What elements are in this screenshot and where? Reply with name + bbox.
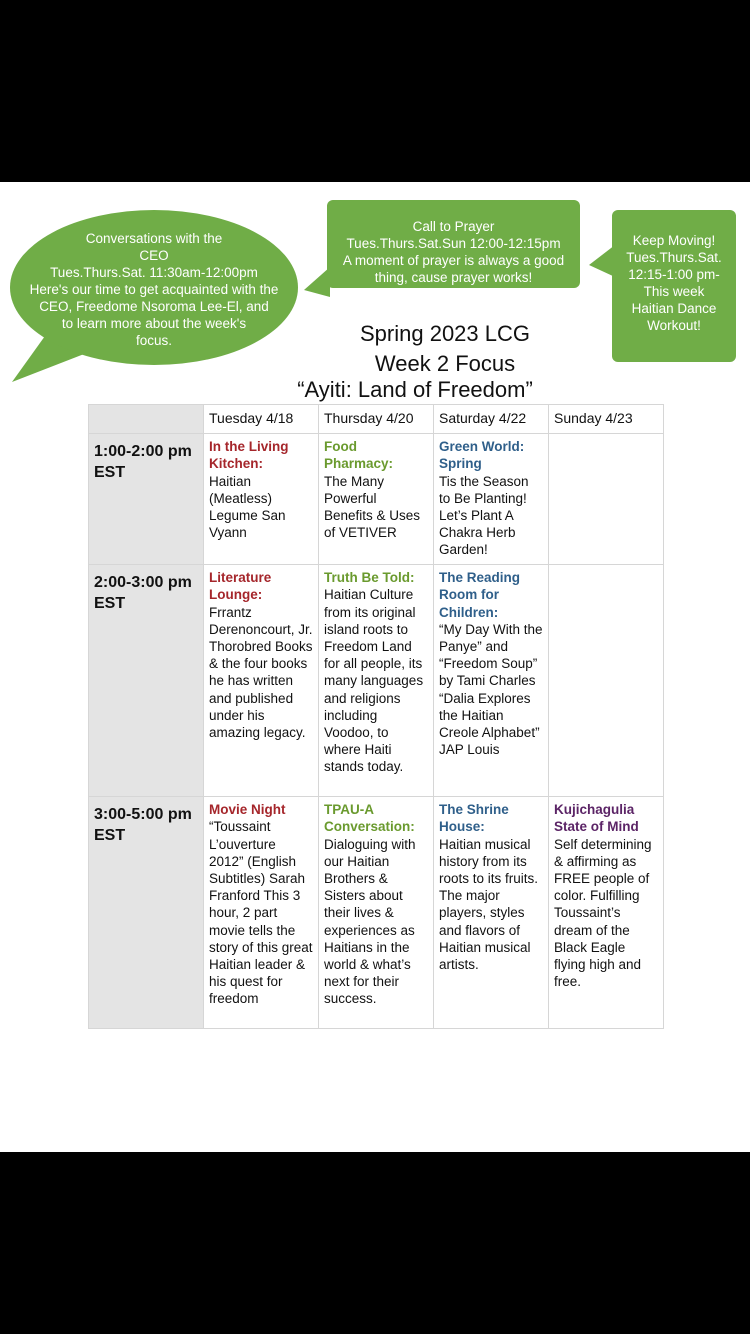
session-title: Food Pharmacy: bbox=[324, 439, 394, 472]
ceo-bubble-line: Here's our time to get acquainted with the bbox=[29, 282, 279, 297]
session-cell bbox=[434, 434, 549, 565]
ceo-bubble-line: CEO, Freedome Nsoroma Lee-El, and bbox=[39, 299, 269, 314]
session-description: “Toussaint L’ouverture 2012” (English Subtitles) Sarah Franford This 3 hour, 2 part movie tells the story of this great Haitian leader & his quest for freedom bbox=[209, 819, 313, 1007]
session-cell bbox=[204, 797, 319, 1029]
schedule-table bbox=[88, 404, 664, 1029]
session-cell bbox=[319, 565, 434, 797]
day-header: Thursday 4/20 bbox=[319, 405, 434, 434]
session-title: Kujichagulia State of Mind bbox=[554, 802, 639, 835]
flyer-title: Spring 2023 LCG bbox=[360, 321, 530, 346]
session-cell bbox=[204, 565, 319, 797]
ceo-bubble-line: Conversations with the bbox=[85, 231, 223, 246]
day-header: Saturday 4/22 bbox=[434, 405, 549, 434]
session-description: “My Day With the Panye” and “Freedom Soup” by Tami Charles “Dalia Explores the Haitian Creole Alphabet” JAP Louis bbox=[439, 621, 543, 758]
flyer-week-focus: Week 2 Focus bbox=[374, 351, 516, 376]
prayer-bubble-line: A moment of prayer is always a good bbox=[342, 253, 565, 268]
session-title: The Reading Room for Children: bbox=[439, 570, 521, 620]
moving-bubble-line: 12:15-1:00 pm- bbox=[628, 267, 720, 282]
session-title: Movie Night bbox=[209, 802, 286, 818]
prayer-bubble-line: Tues.Thurs.Sat.Sun 12:00-12:15pm bbox=[346, 236, 561, 251]
session-cell bbox=[549, 797, 664, 1029]
session-cell bbox=[319, 434, 434, 565]
session-cell bbox=[319, 797, 434, 1029]
session-description: Haitian musical history from its roots to its fruits. The major players, styles and flavors of Haitian musical artists. bbox=[439, 836, 539, 973]
moving-bubble-line: Haitian Dance bbox=[631, 301, 717, 316]
session-cell bbox=[434, 565, 549, 797]
prayer-bubble-line: Call to Prayer bbox=[412, 219, 495, 234]
session-title: The Shrine House: bbox=[439, 802, 509, 835]
session-title: Green World: Spring bbox=[439, 439, 525, 472]
schedule-row bbox=[89, 434, 664, 565]
session-title: In the Living Kitchen: bbox=[209, 439, 289, 472]
session-title: Truth Be Told: bbox=[324, 570, 415, 586]
header-corner bbox=[89, 405, 204, 434]
ceo-bubble-line: to learn more about the week's bbox=[61, 316, 247, 331]
session-title: TPAU-A Conversation: bbox=[324, 802, 415, 835]
time-slot: 3:00-5:00 pm EST bbox=[89, 797, 204, 1029]
session-cell bbox=[434, 797, 549, 1029]
ceo-conversation-bubble bbox=[10, 210, 298, 365]
ceo-bubble-line: focus. bbox=[135, 333, 173, 348]
time-slot: 1:00-2:00 pm EST bbox=[89, 434, 204, 565]
schedule-row bbox=[89, 565, 664, 797]
prayer-bubble-line: thing, cause prayer works! bbox=[374, 270, 533, 285]
call-to-prayer-bubble bbox=[327, 200, 580, 288]
moving-bubble-line: Workout! bbox=[647, 318, 701, 333]
session-description: Self determining & affirming as FREE people of color. Fulfilling Toussaint’s dream of the Black Eagle flying high and free. bbox=[554, 836, 652, 990]
session-description: Haitian (Meatless) Legume San Vyann bbox=[209, 473, 286, 541]
moving-bubble-line: Tues.Thurs.Sat. bbox=[626, 250, 722, 265]
flyer-sheet bbox=[0, 182, 750, 1152]
session-cell bbox=[549, 565, 664, 797]
ceo-bubble-line: Tues.Thurs.Sat. 11:30am-12:00pm bbox=[50, 265, 258, 280]
ceo-bubble-line: CEO bbox=[139, 248, 169, 263]
day-header: Tuesday 4/18 bbox=[204, 405, 319, 434]
session-cell bbox=[549, 434, 664, 565]
moving-bubble-line: This week bbox=[643, 284, 705, 299]
session-title: Literature Lounge: bbox=[209, 570, 272, 603]
time-slot: 2:00-3:00 pm EST bbox=[89, 565, 204, 797]
flyer-theme: “Ayiti: Land of Freedom” bbox=[297, 377, 533, 402]
schedule-header-row bbox=[89, 405, 664, 434]
keep-moving-bubble bbox=[612, 210, 736, 362]
session-description: Haitian Culture from its original island roots to Freedom Land for all people, its many languages and religions including Voodoo, to where Haiti stands today. bbox=[324, 587, 424, 775]
session-description: Frrantz Derenoncourt, Jr. Thorobred Books & the four books he has written and published under his amazing legacy. bbox=[209, 604, 313, 741]
session-description: Dialoguing with our Haitian Brothers & Sisters about their lives & experiences as Haitians in the world & what’s next for their success. bbox=[324, 836, 416, 1007]
session-description: The Many Powerful Benefits & Uses of VETIVER bbox=[324, 473, 421, 541]
schedule-row bbox=[89, 797, 664, 1029]
day-header: Sunday 4/23 bbox=[549, 405, 664, 434]
moving-bubble-line: Keep Moving! bbox=[632, 233, 716, 248]
session-description: Tis the Season to Be Planting! Let’s Plant A Chakra Herb Garden! bbox=[439, 473, 529, 558]
session-cell bbox=[204, 434, 319, 565]
